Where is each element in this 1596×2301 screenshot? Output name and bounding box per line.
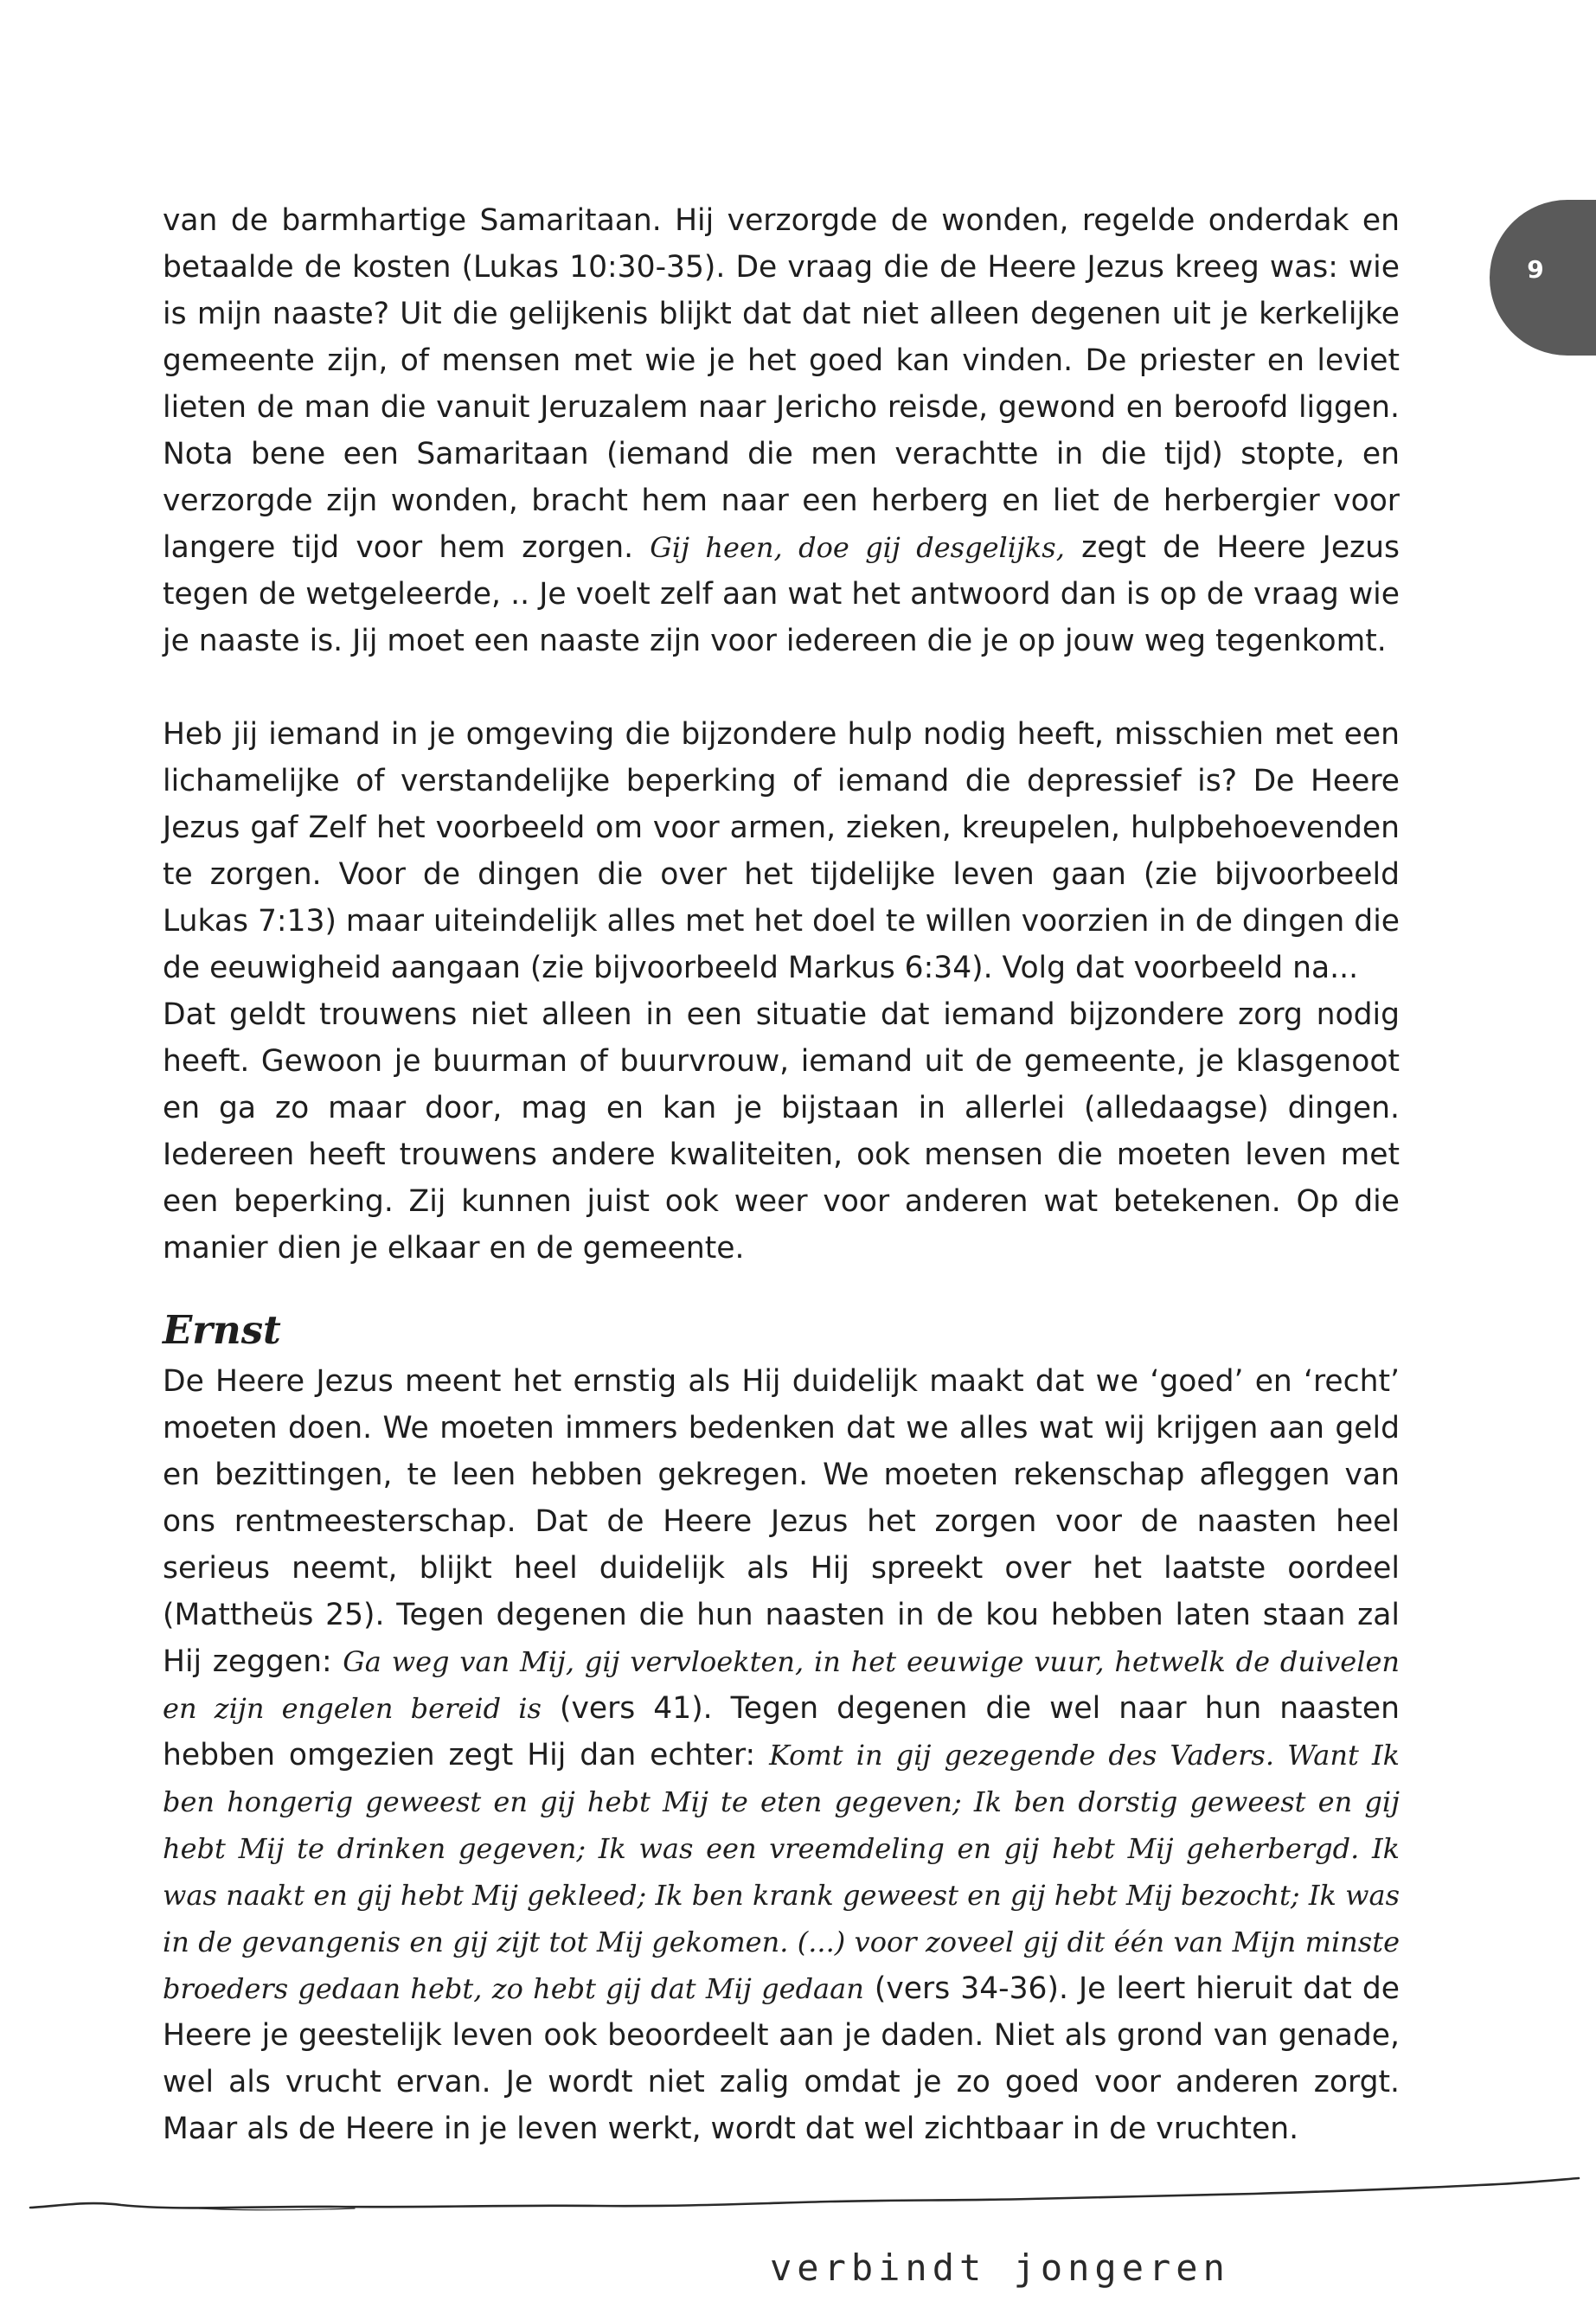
paragraph-neighbours: Dat geldt trouwens niet alleen in een situatie dat iemand bijzondere zorg nodig heeft. Gewoon je buurman of buurvrouw, iemand uit de gemeente, je klasgenoot en ga zo maar door, mag en kan je bijstaan in allerlei (alledaagse) dingen. Iedereen heeft trouwens andere kwaliteiten, ook mensen die moeten leven met een beperking. Zij kunnen juist ook weer voor anderen wat betekenen. Op die manier dien je elkaar en de gemeente. — [163, 997, 1400, 1266]
paragraph-text: (vers 41). Tegen degenen die wel naar hun naasten hebben omgezien zegt Hij dan echter: — [163, 1691, 1400, 1772]
paragraph-text: van de barmhartige Samaritaan. Hij verzorgde de wonden, regelde onderdak en betaalde de kosten (Lukas 10:30-35). De vraag die de Heere Jezus kreeg was: wie is mijn naaste? Uit die gelijkenis blijkt dat dat niet alleen degenen uit je kerkelijke gemeente zijn, of mensen met wie je het goed kan vinden. De priester en leviet lieten de man die vanuit Jeruzalem naar Jericho reisde, gewond en beroofd liggen. Nota bene een Samaritaan (iemand die men verachtte in die tijd) stopte, en verzorgde zijn wonden, bracht hem naar een herberg en liet de herbergier voor langere tijd voor hem zorgen. — [163, 203, 1400, 565]
scripture-quote: Gij heen, doe gij desgelijks, — [650, 531, 1065, 564]
paragraph-text: De Heere Jezus meent het ernstig als Hij duidelijk maakt dat we ‘goed’ en ‘recht’ moeten doen. We moeten immers bedenken dat we alles wat wij krijgen aan geld en bezittingen, te leen hebben gekregen. We moeten rekenschap afleggen van ons rentmeesterschap. Dat de Heere Jezus het zorgen voor de naasten heel serieus neemt, blijkt heel duidelijk als Hij spreekt over het laatste oordeel (Mattheüs 25). Tegen degenen die hun naasten in de kou hebben laten staan zal Hij zeggen: — [163, 1364, 1400, 1679]
paragraph-samaritan — [163, 197, 1400, 664]
footer-brand-logo: verbindt jongeren — [770, 2247, 1230, 2289]
paragraph-ernst — [163, 1358, 1400, 2152]
paragraph-help: Heb jij iemand in je omgeving die bijzondere hulp nodig heeft, misschien met een lichamelijke of verstandelijke beperking of iemand die depressief is? De Heere Jezus gaf Zelf het voorbeeld om voor armen, zieken, kreupelen, hulpbehoevenden te zorgen. Voor de dingen die over het tijdelijke leven gaan (zie bijvoorbeeld Lukas 7:13) maar uiteindelijk alles met het doel te willen voorzien in de dingen die de eeuwigheid aangaan (zie bijvoorbeeld Markus 6:34). Volg dat voorbeeld na... — [163, 717, 1400, 985]
article-body — [163, 197, 1400, 2152]
paragraph-text: (vers 34-36). Je leert hieruit dat de Heere je geestelijk leven ook beoordeelt aan je daden. Niet als grond van genade, wel als vrucht ervan. Je wordt niet zalig omdat je zo goed voor anderen zorgt. Maar als de Heere in je leven werkt, wordt dat wel zichtbaar in de vruchten. — [163, 1971, 1401, 2146]
paragraph-text: zegt de Heere Jezus tegen de wetgeleerde, .. Je voelt zelf aan wat het antwoord dan is op de vraag wie je naaste is. Jij moet een naaste zijn voor iedereen die je op jouw weg tegenkomt. — [163, 530, 1400, 658]
footer-divider-line — [26, 2163, 1583, 2223]
section-heading-ernst: Ernst — [163, 1307, 281, 1353]
page-number: 9 — [1527, 255, 1544, 284]
scripture-quote: Komt in gij gezegende des Vaders. Want Ik ben hongerig geweest en gij hebt Mij te eten gegeven; Ik ben dorstig geweest en gij hebt Mij te drinken gegeven; Ik was een vreemdeling en gij hebt Mij geherbergd. Ik was naakt en gij hebt Mij gekleed; Ik ben krank geweest en gij hebt Mij bezocht; Ik was in de gevangenis en gij zijt tot Mij gekomen. (...) voor zoveel gij dit één van Mijn minste broeders gedaan hebt, zo hebt gij dat Mij gedaan — [163, 1739, 1401, 2005]
scripture-quote: Ga weg van Mij, gij vervloekten, in het eeuwige vuur, hetwelk de duivelen en zijn engelen bereid is — [163, 1645, 1400, 1725]
